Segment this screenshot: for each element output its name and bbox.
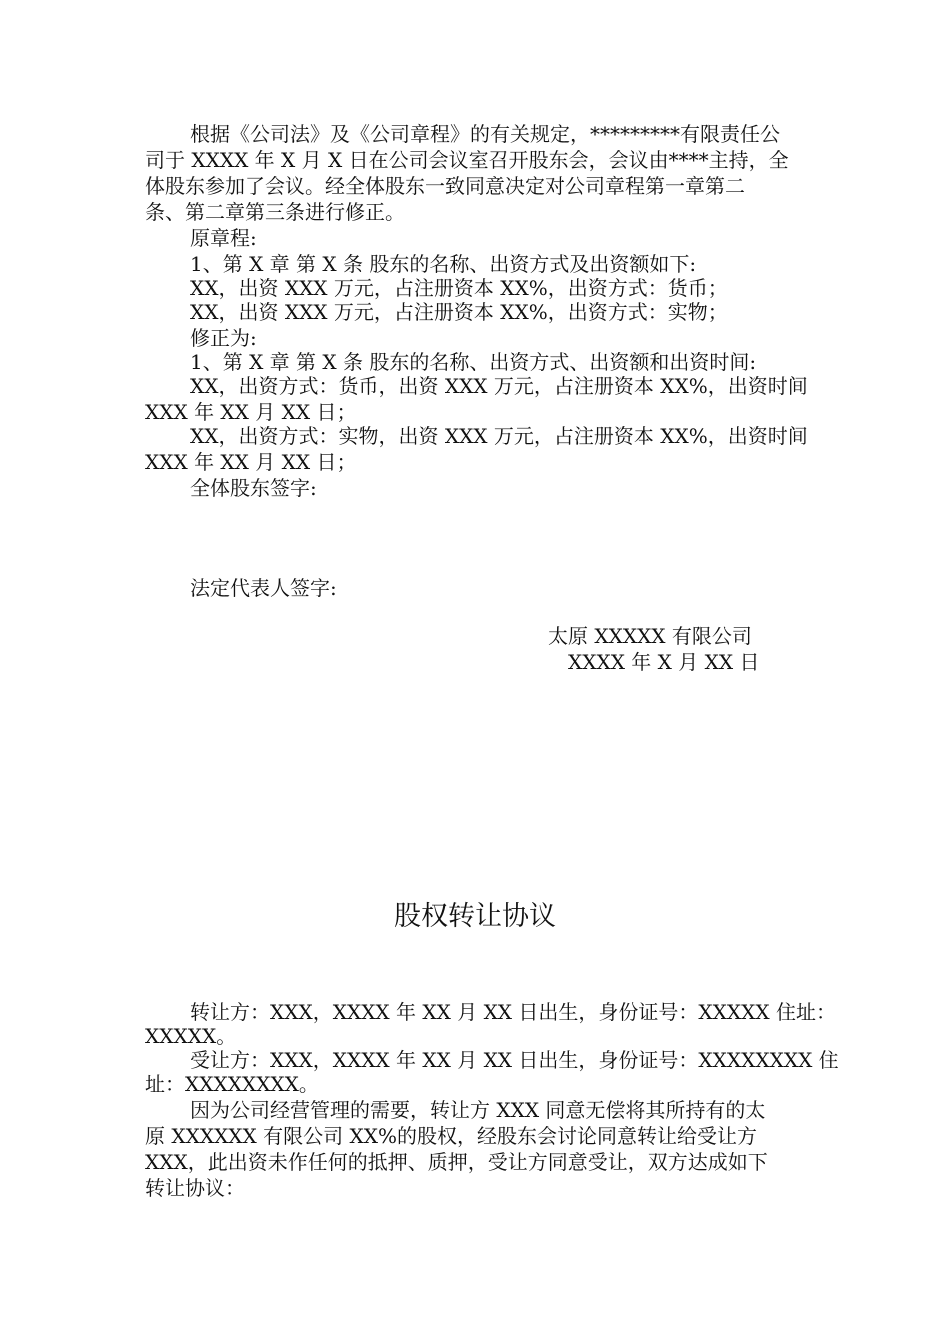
original-heading: 原章程: (190, 226, 257, 250)
transferor-line-2: XXXXX。 (145, 1024, 237, 1048)
agreement-body-line-1: 因为公司经营管理的需要，转让方 XXX 同意无偿将其所持有的太 (190, 1098, 766, 1122)
original-clause: 1、第 X 章 第 X 条 股东的名称、出资方式及出资额如下: (190, 252, 697, 276)
agreement-body-line-4: 转让协议： (145, 1176, 245, 1200)
resolution-para-line-3: 体股东参加了会议。经全体股东一致同意决定对公司章程第一章第二 (145, 174, 745, 198)
agreement-body-line-2: 原 XXXXXX 有限公司 XX%的股权，经股东会讨论同意转让给受让方 (145, 1124, 757, 1148)
amended-item-1-line-2: XXX 年 XX 月 XX 日； (145, 400, 357, 424)
amended-clause: 1、第 X 章 第 X 条 股东的名称、出资方式、出资额和出资时间: (190, 350, 757, 374)
resolution-para-line-2: 司于 XXXX 年 X 月 X 日在公司会议室召开股东会，会议由****主持，全 (145, 148, 789, 172)
original-item-2: XX，出资 XXX 万元，占注册资本 XX%，出资方式：实物； (190, 300, 728, 324)
resolution-date: XXXX 年 X 月 XX 日 (568, 650, 760, 674)
agreement-body-line-3: XXX，此出资未作任何的抵押、质押，受让方同意受让，双方达成如下 (145, 1150, 768, 1174)
agreement-title: 股权转让协议 (394, 901, 556, 932)
transferee-line-1: 受让方：XXX，XXXX 年 XX 月 XX 日出生，身份证号：XXXXXXXX 住 (190, 1048, 839, 1072)
amended-heading: 修正为: (190, 326, 257, 350)
original-item-1: XX，出资 XXX 万元，占注册资本 XX%，出资方式：货币； (190, 276, 728, 300)
transferor-line-1: 转让方：XXX，XXXX 年 XX 月 XX 日出生，身份证号：XXXXX 住址： (190, 1000, 836, 1024)
transferee-line-2: 址：XXXXXXXX。 (145, 1072, 319, 1096)
legal-rep-signature-label: 法定代表人签字: (190, 576, 337, 600)
company-name: 太原 XXXXX 有限公司 (548, 624, 752, 648)
shareholder-signature-label: 全体股东签字: (190, 476, 317, 500)
amended-item-1-line-1: XX，出资方式：货币，出资 XXX 万元，占注册资本 XX%，出资时间 (190, 374, 808, 398)
amended-item-2-line-1: XX，出资方式：实物，出资 XXX 万元，占注册资本 XX%，出资时间 (190, 424, 808, 448)
amended-item-2-line-2: XXX 年 XX 月 XX 日； (145, 450, 357, 474)
resolution-para-line-1: 根据《公司法》及《公司章程》的有关规定，*********有限责任公 (190, 122, 780, 146)
resolution-para-line-4: 条、第二章第三条进行修正。 (145, 200, 405, 224)
